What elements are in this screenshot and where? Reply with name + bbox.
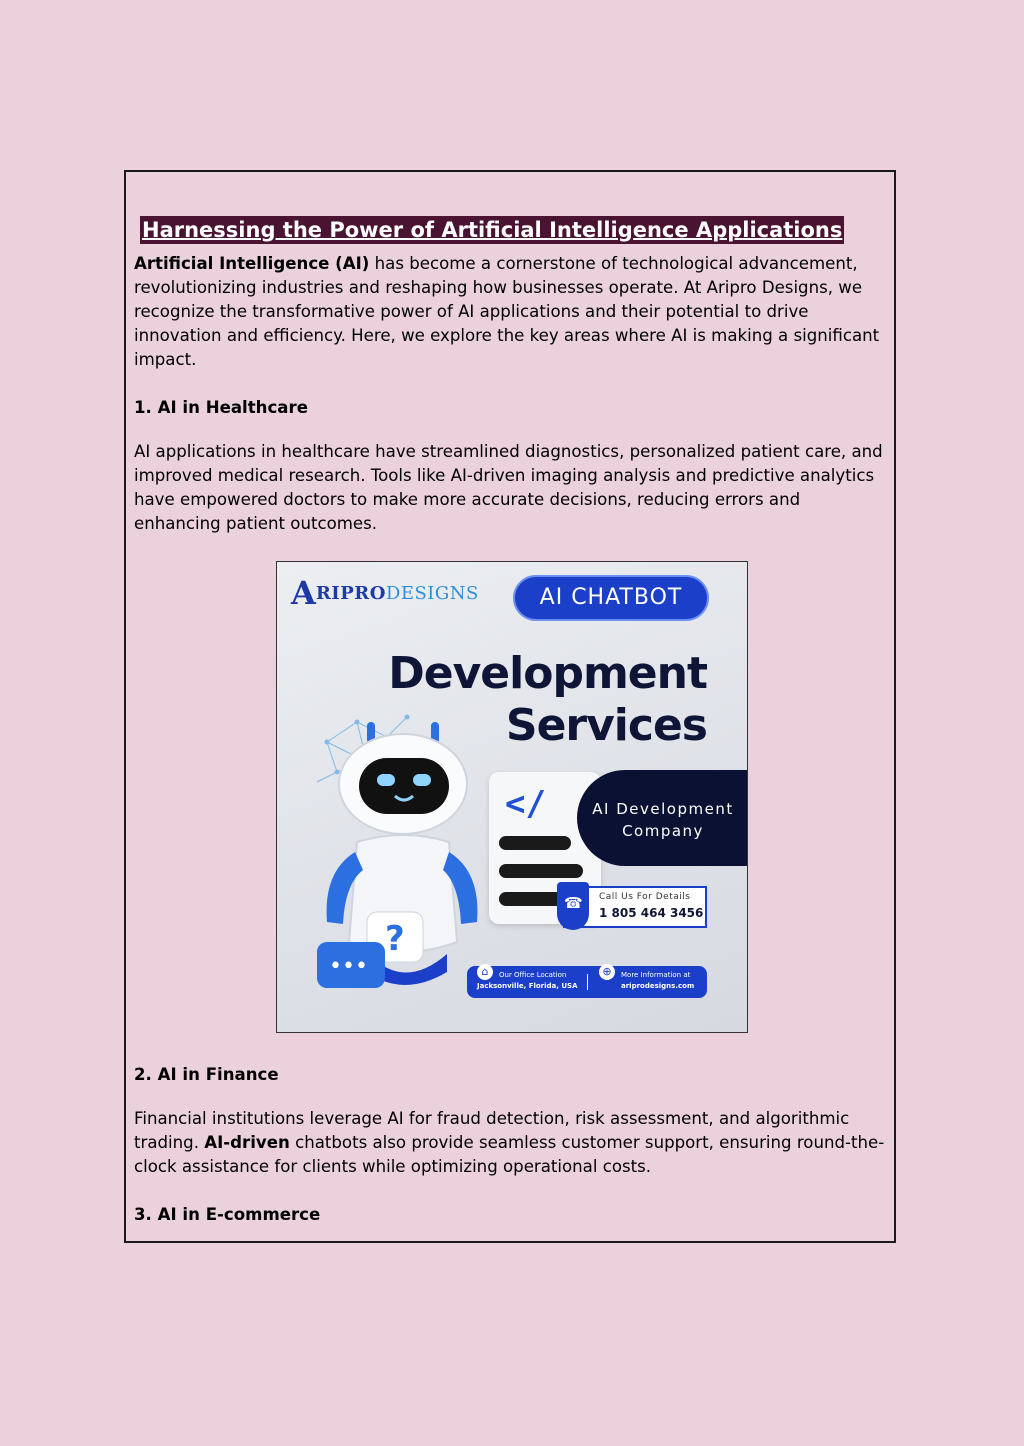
document-page [124,170,896,1243]
office-label: Our Office Location [499,971,567,979]
robot-illustration [297,702,497,1002]
chat-dots: ••• [329,954,368,979]
intro-text: has become a cornerstone of technological advancement, revolutionizing industries and reshaping how businesses operate. At Aripro Designs, we recognize the transformative power of AI applications and their potential to drive innovation and efficiency. Here, we explore the key areas where AI is making a significant impact. [134,254,880,369]
globe-icon: ⊕ [599,964,615,980]
intro-bold: Artificial Intelligence (AI) [134,254,370,273]
robot-eye-right [413,774,431,786]
code-symbol: </ [505,784,546,824]
logo-part-1: RIPRO [315,582,386,604]
section-heading-ecommerce: 3. AI in E-commerce [134,1205,321,1224]
panel-line-2: Company [622,822,704,840]
office-value: Jacksonville, Florida, USA [477,982,578,990]
aripro-logo [291,576,479,610]
intro-paragraph [134,252,892,372]
robot-eye-left [377,774,395,786]
logo-wordmark [316,583,479,604]
finance-bold: AI-driven [204,1133,290,1152]
section-heading-finance: 2. AI in Finance [134,1065,279,1084]
call-label: Call Us For Details [599,892,691,902]
phone-number: 1 805 464 3456 [599,906,704,920]
info-label: More Information at [621,971,691,979]
info-bar [467,966,707,998]
page-title: Harnessing the Power of Artificial Intelligence Applications [142,218,843,243]
company-panel [577,770,748,866]
code-line-1 [499,836,571,850]
panel-line-1: AI Development [592,800,734,818]
call-box [563,886,707,928]
info-value: ariprodesigns.com [621,982,695,990]
finance-text-before: Financial institutions leverage AI for fraud detection, risk assessment, and algorithmic trading. [134,1109,850,1152]
section-heading-healthcare: 1. AI in Healthcare [134,398,308,417]
logo-part-2: DESIGNS [385,582,479,604]
section-text-healthcare: AI applications in healthcare have streamlined diagnostics, personalized patient care, and improved medical research. Tools like AI-driven imaging analysis and predictive analytics have empowered doctors to make more accurate decisions, reducing errors and enhancing patient outcomes. [134,442,883,533]
chat-bubble [317,942,385,988]
phone-icon: ☎ [564,894,583,912]
title-wrap [140,202,844,258]
section-text-finance [134,1107,892,1179]
ai-chatbot-pill: AI CHATBOT [513,575,709,621]
logo-mark: A [291,574,316,612]
promo-headline-line1: Development [388,648,707,699]
code-line-3 [499,892,563,906]
robot-face [359,758,449,814]
question-mark: ? [385,919,405,959]
home-icon: ⌂ [477,964,493,980]
finance-text-after: chatbots also provide seamless customer support, ensuring round-the-clock assistance for clients while optimizing operational costs. [134,1133,885,1176]
call-shield [557,882,589,930]
info-separator [587,974,588,990]
code-line-2 [499,864,583,878]
promo-image [276,561,748,1033]
promo-headline-line2: Services [505,700,707,751]
